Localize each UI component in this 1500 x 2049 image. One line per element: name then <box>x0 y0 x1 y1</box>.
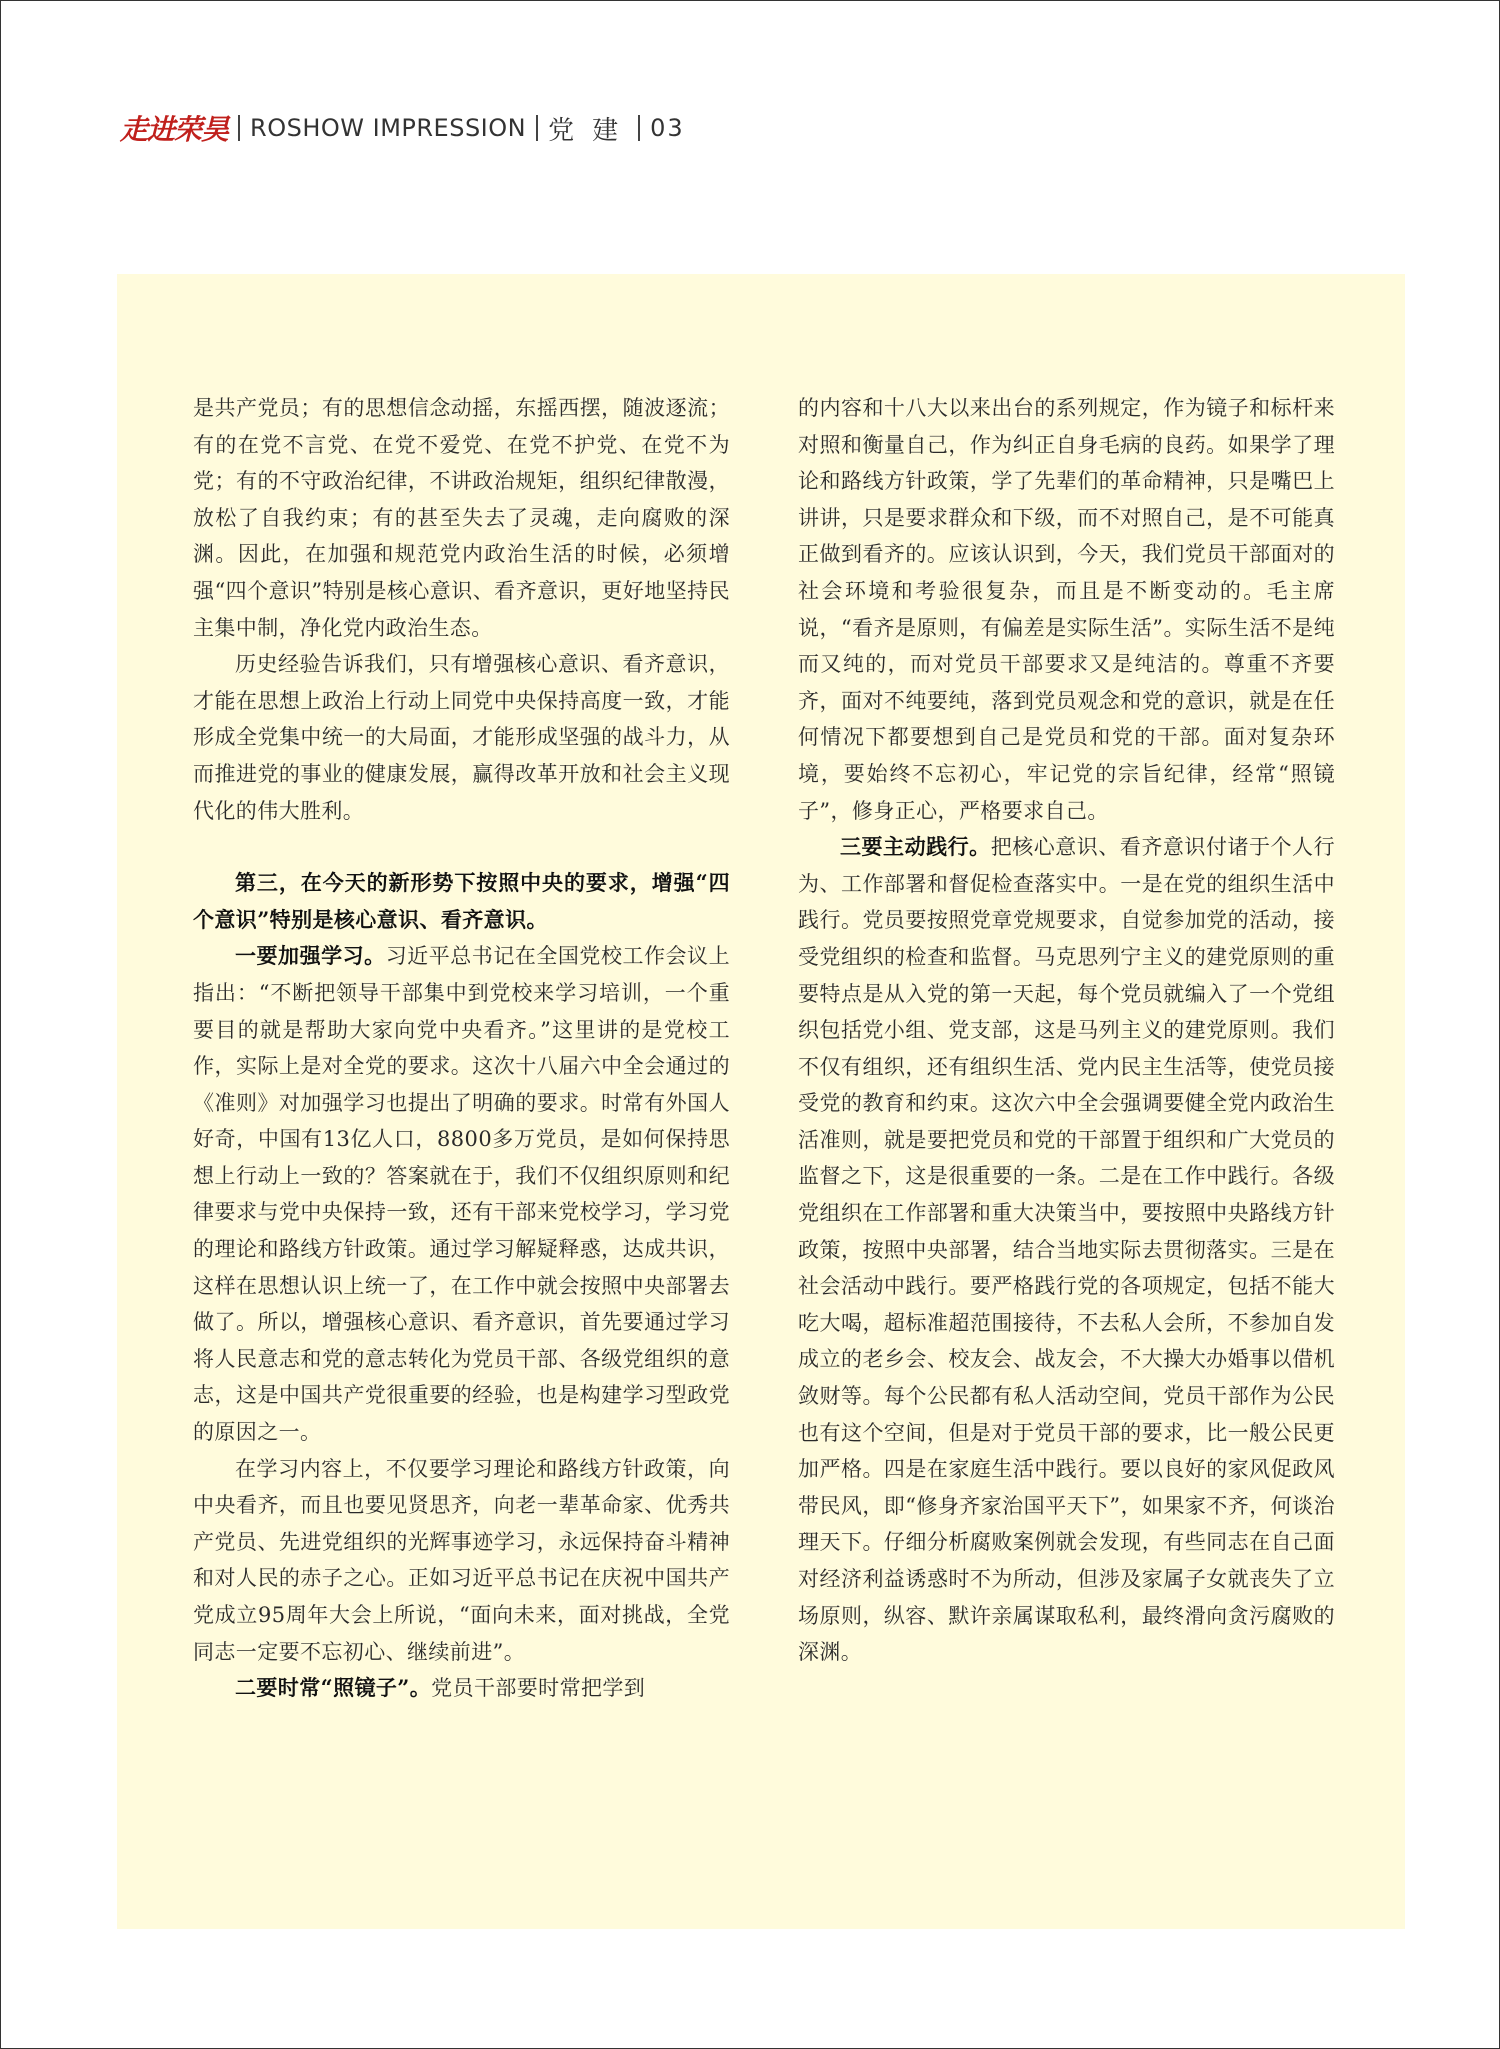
article-content-box <box>117 274 1405 1929</box>
paragraph <box>193 390 730 646</box>
paragraph-lead: 二要时常“照镜子”。 <box>235 1675 432 1701</box>
paragraph <box>193 865 730 938</box>
paragraph-text: 在学习内容上，不仅要学习理论和路线方针政策，向中央看齐，而且也要见贤思齐，向老一辈革命家、优秀共产党员、先进党组织的光辉事迹学习，永远保持奋斗精神和对人民的赤子之心。正如习近平总书记在庆祝中国共产党成立95周年大会上所说，“面向未来，面对挑战，全党同志一定要不忘初心、继续前进”。 <box>193 1456 730 1664</box>
page-number: 03 <box>650 114 685 142</box>
header-divider <box>238 115 240 141</box>
paragraph <box>193 1670 730 1707</box>
paragraph-text: 的内容和十八大以来出台的系列规定，作为镜子和标杆来对照和衡量自己，作为纠正自身毛病的良药。如果学了理论和路线方针政策，学了先辈们的革命精神，只是嘴巴上讲讲，只是要求群众和下级，而不对照自己，是不可能真正做到看齐的。应该认识到，今天，我们党员干部面对的社会环境和考验很复杂，而且是不断变动的。毛主席说，“看齐是原则，有偏差是实际生活”。实际生活不是纯而又纯的，而对党员干部要求又是纯洁的。尊重不齐要齐，面对不纯要纯，落到党员观念和党的意识，就是在任何情况下都要想到自己是党员和党的干部。面对复杂环境，要始终不忘初心，牢记党的宗旨纪律，经常“照镜子”，修身正心，严格要求自己。 <box>798 396 1335 823</box>
magazine-brand: ROSHOW IMPRESSION <box>250 114 527 142</box>
paragraph-text: 习近平总书记在全国党校工作会议上指出：“不断把领导干部集中到党校来学习培训，一个重要目的就是帮助大家向党中央看齐。”这里讲的是党校工作，实际上是对全党的要求。这次十八届六中全会通过的《准则》对加强学习也提出了明确的要求。时常有外国人好奇，中国有13亿人口，8800多万党员，是如何保持思想上行动上一致的？答案就在于，我们不仅组织原则和纪律要求与党中央保持一致，还有干部来党校学习，学习党的理论和路线方针政策。通过学习解疑释惑，达成共识，这样在思想认识上统一了，在工作中就会按照中央部署去做了。所以，增强核心意识、看齐意识，首先要通过学习将人民意志和党的意志转化为党员干部、各级党组织的意志，这是中国共产党很重要的经验，也是构建学习型政党的原因之一。 <box>193 944 730 1445</box>
left-column <box>193 390 730 1707</box>
paragraph-text: 是共产党员；有的思想信念动摇，东摇西摆，随波逐流；有的在党不言党、在党不爱党、在党不护党、在党不为党；有的不守政治纪律，不讲政治规矩，组织纪律散漫，放松了自我约束；有的甚至失去了灵魂，走向腐败的深渊。因此，在加强和规范党内政治生活的时候，必须增强“四个意识”特别是核心意识、看齐意识，更好地坚持民主集中制，净化党内政治生态。 <box>193 396 730 640</box>
paragraph-text: 历史经验告诉我们，只有增强核心意识、看齐意识，才能在思想上政治上行动上同党中央保持高度一致，才能形成全党集中统一的大局面，才能形成坚强的战斗力，从而推进党的事业的健康发展，赢得改革开放和社会主义现代化的伟大胜利。 <box>193 652 730 823</box>
paragraph <box>193 938 730 1450</box>
paragraph <box>798 829 1335 1671</box>
paragraph-text: 把核心意识、看齐意识付诸于个人行为、工作部署和督促检查落实中。一是在党的组织生活中践行。党员要按照党章党规要求，自觉参加党的活动，接受党组织的检查和监督。马克思列宁主义的建党原则的重要特点是从入党的第一天起，每个党员就编入了一个党组织包括党小组、党支部，这是马列主义的建党原则。我们不仅有组织，还有组织生活、党内民主生活等，使党员接受党的教育和约束。这次六中全会强调要健全党内政治生活准则，就是要把党员和党的干部置于组织和广大党员的监督之下，这是很重要的一条。二是在工作中践行。各级党组织在工作部署和重大决策当中，要按照中央路线方针政策，按照中央部署，结合当地实际去贯彻落实。三是在社会活动中践行。要严格践行党的各项规定，包括不能大吃大喝，超标准超范围接待，不去私人会所，不参加自发成立的老乡会、校友会、战友会，不大操大办婚事以借机敛财等。每个公民都有私人活动空间，党员干部作为公民也有这个空间，但是对于党员干部的要求，比一般公民更加严格。四是在家庭生活中践行。要以良好的家风促政风带民风，即“修身齐家治国平天下”，如果家不齐，何谈治理天下。仔细分析腐败案例就会发现，有些同志在自己面对经济利益诱惑时不为所动，但涉及家属子女就丧失了立场原则，纵容、默许亲属谋取私利，最终滑向贪污腐败的深渊。 <box>798 835 1335 1665</box>
paragraph-lead: 一要加强学习。 <box>235 943 386 969</box>
paragraph <box>193 1451 730 1671</box>
page-header <box>120 108 685 148</box>
right-column <box>798 390 1335 1671</box>
header-divider <box>638 115 640 141</box>
paragraph-lead: 三要主动践行。 <box>840 834 991 860</box>
header-divider <box>536 115 538 141</box>
paragraph <box>193 646 730 829</box>
paragraph-text: 党员干部要时常把学到 <box>431 1676 646 1701</box>
paragraph <box>798 390 1335 829</box>
magazine-logo: 走进荣昊 <box>120 113 229 146</box>
paragraph-lead: 第三，在今天的新形势下按照中央的要求，增强“四个意识”特别是核心意识、看齐意识。 <box>193 870 730 932</box>
section-title: 党建 <box>548 115 637 146</box>
